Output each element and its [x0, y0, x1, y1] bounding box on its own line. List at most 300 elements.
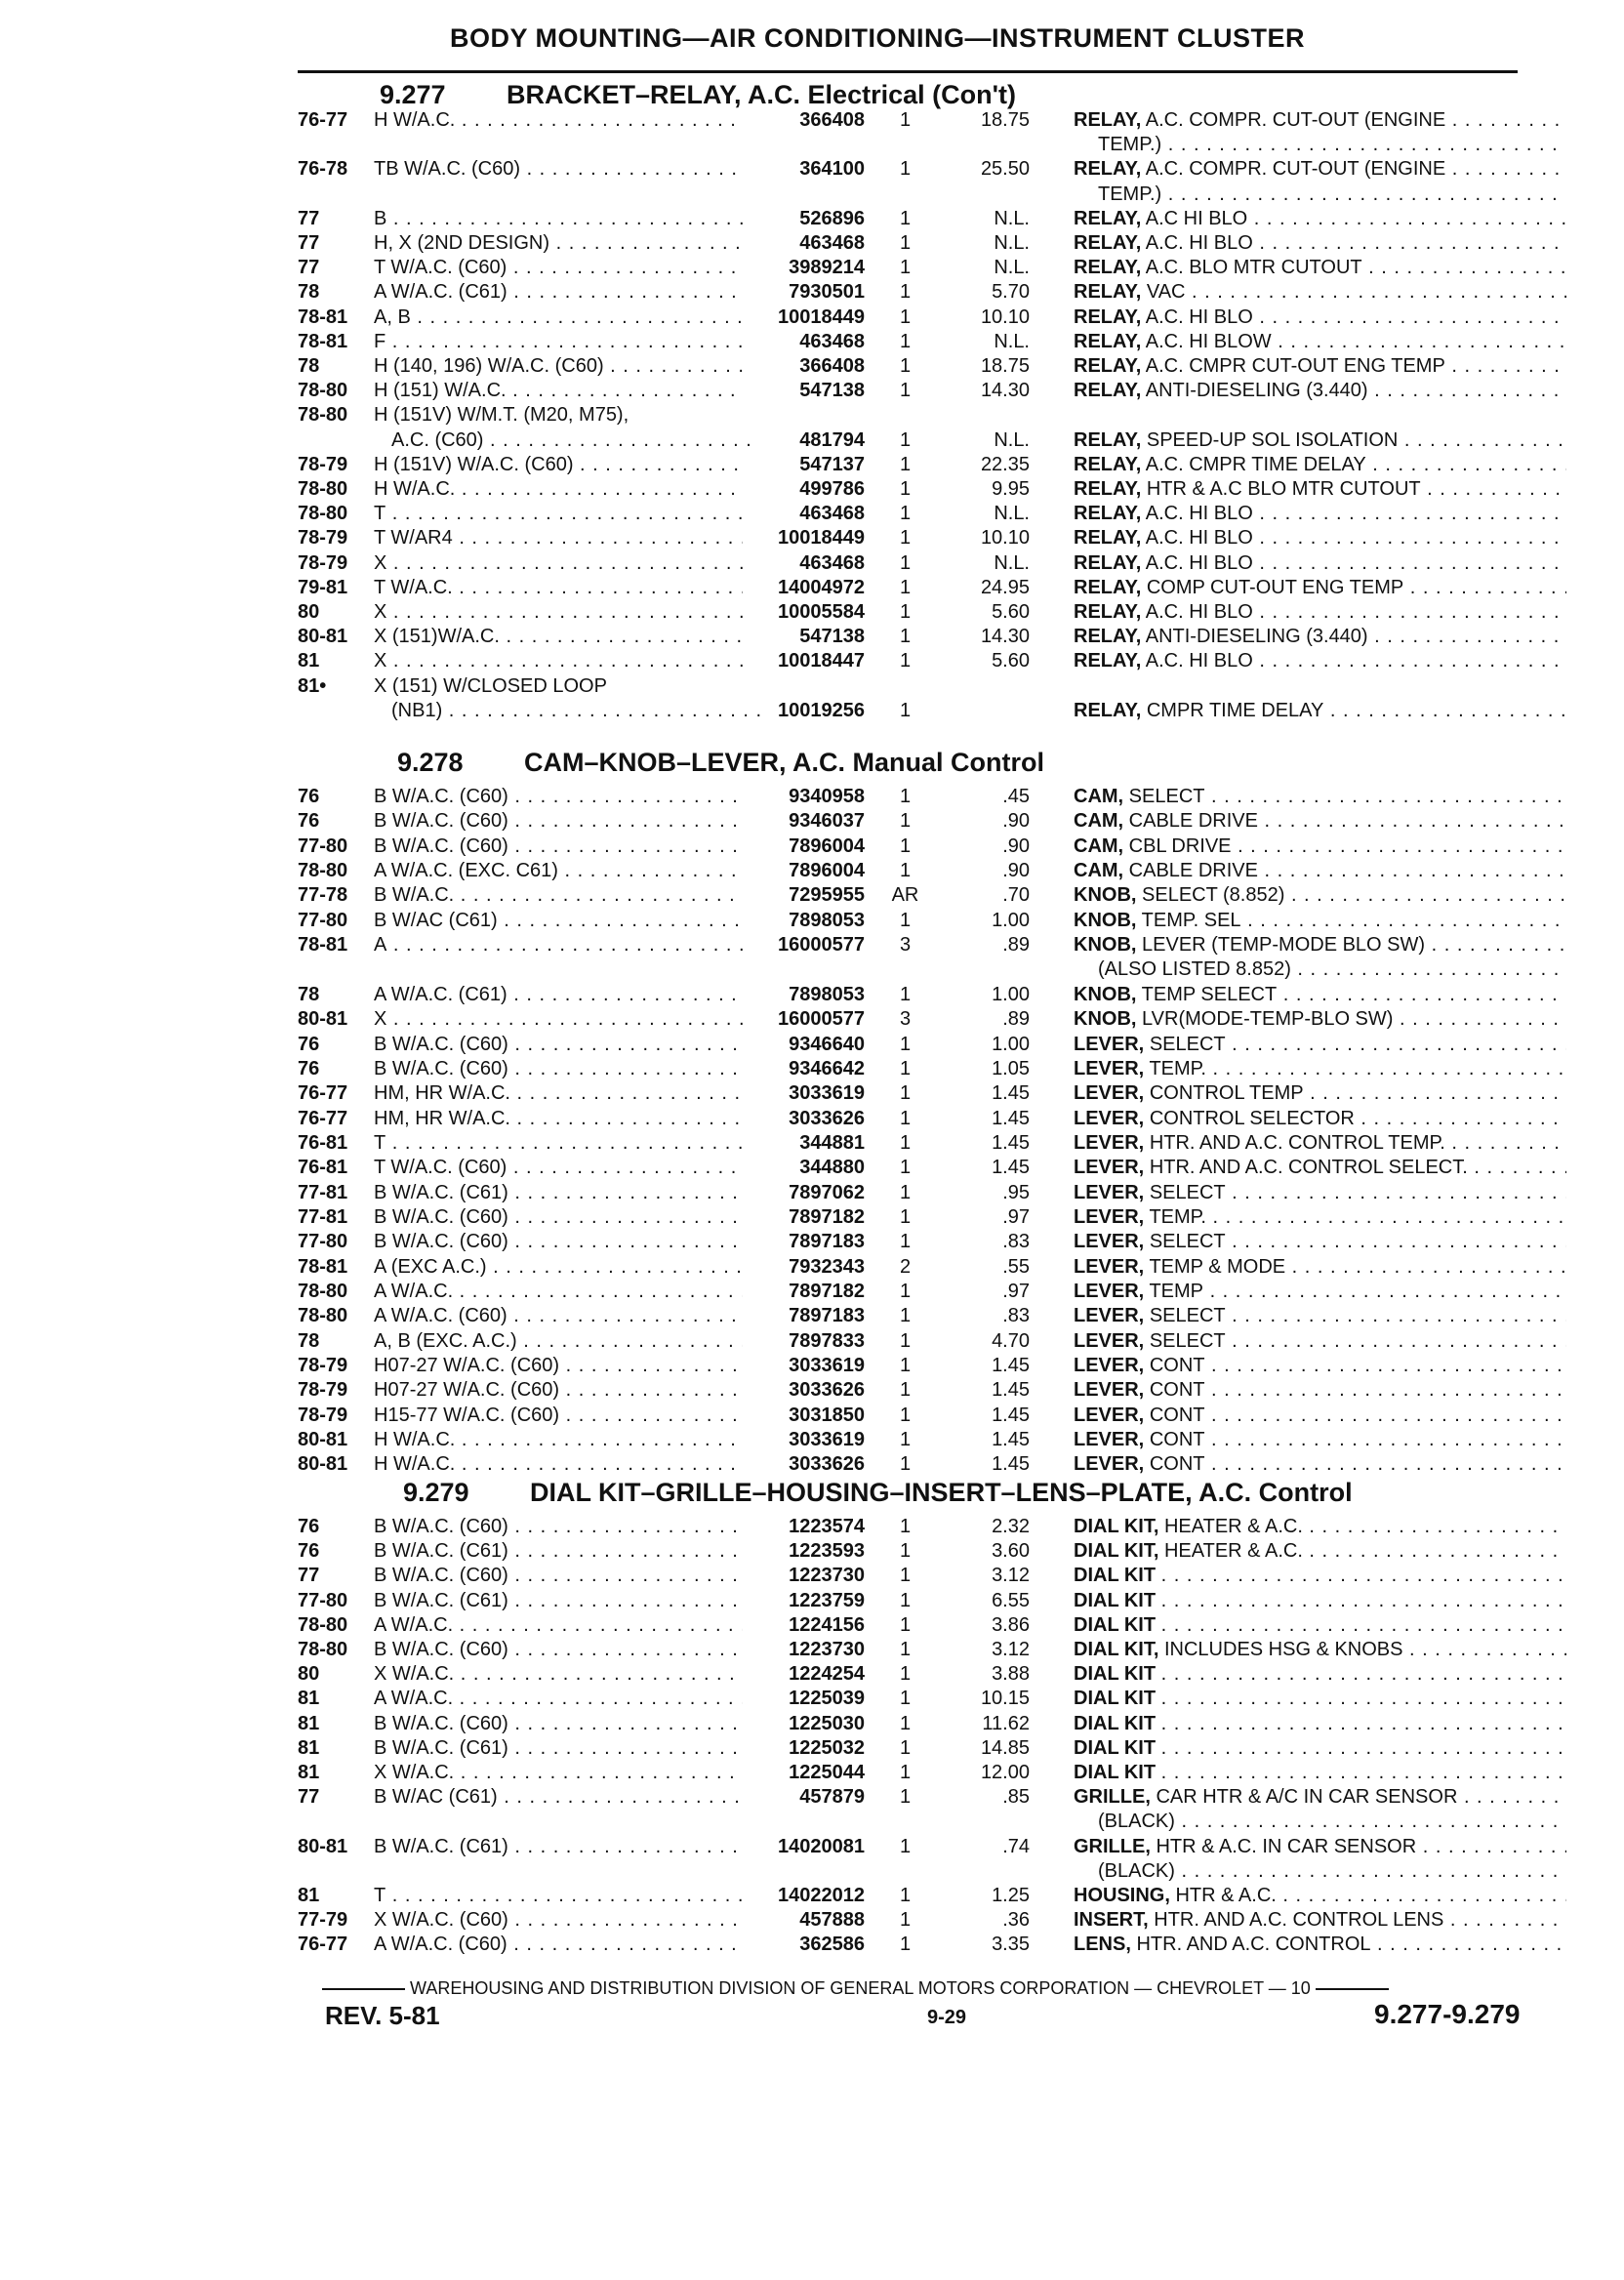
application: A W/A.C. . . .	[374, 1614, 743, 1637]
model-years: 77-81	[298, 1181, 348, 1203]
description	[1074, 1453, 1566, 1476]
quantity: 1	[899, 428, 912, 451]
application: T W/A.C. (C60) . . .	[374, 1157, 743, 1179]
price: 24.95	[980, 576, 1030, 598]
application: B W/A.C. (C60) . . .	[374, 1206, 743, 1229]
quantity: 1	[899, 1231, 912, 1253]
parts-row	[298, 910, 1571, 934]
price: N.L.	[994, 428, 1030, 451]
part-number: 7897062	[789, 1181, 865, 1203]
part-number: 7897182	[789, 1281, 865, 1302]
quantity: 1	[899, 1516, 912, 1537]
application: (NB1) . . .	[374, 700, 760, 722]
description	[1074, 1429, 1566, 1451]
description-head: DIAL KIT	[1074, 1565, 1157, 1587]
quantity: 1	[899, 650, 912, 672]
description	[1074, 1663, 1566, 1686]
description	[1074, 1108, 1566, 1130]
quantity: 1	[899, 1540, 912, 1563]
description-text: SELECT	[1149, 1181, 1226, 1203]
parts-row	[298, 306, 1571, 331]
part-number: 344881	[799, 1131, 865, 1154]
quantity: 1	[899, 503, 912, 525]
publisher-text: WAREHOUSING AND DISTRIBUTION DIVISION OF GENERAL MOTORS CORPORATION — CHEVROLET — 10	[410, 1978, 1311, 1998]
application: H (151V) W/M.T. (M20, M75),	[374, 404, 629, 427]
description-head: DIAL KIT	[1074, 1613, 1157, 1636]
model-years: 81	[298, 1762, 320, 1783]
description-head: DIAL KIT	[1074, 1663, 1157, 1686]
description-text: SELECT	[1128, 786, 1205, 807]
description	[1074, 1639, 1566, 1661]
description-head: RELAY,	[1074, 601, 1142, 623]
application: T W/A.C. . . .	[374, 577, 743, 599]
description-head: RELAY,	[1074, 527, 1142, 550]
model-years: 77	[298, 207, 320, 229]
description-head: RELAY,	[1074, 503, 1142, 525]
price: .97	[1002, 1205, 1030, 1228]
description	[1074, 183, 1566, 206]
description-head: LEVER,	[1074, 1057, 1145, 1079]
parts-row	[298, 786, 1571, 810]
quantity: 1	[899, 1565, 912, 1587]
application: B W/A.C. (C60) . . .	[374, 1058, 743, 1080]
part-number: 3033619	[789, 1429, 865, 1451]
description	[1074, 1713, 1566, 1735]
parts-row	[298, 1565, 1571, 1589]
parts-row	[298, 1836, 1571, 1860]
part-number: 344880	[799, 1157, 865, 1179]
application: B W/A.C. (C61) . . .	[374, 1737, 743, 1760]
parts-row	[298, 1934, 1571, 1958]
quantity: 1	[899, 527, 912, 550]
application: X W/A.C. (C60) . . .	[374, 1909, 743, 1932]
description-head: RELAY,	[1074, 428, 1142, 451]
description-head: RELAY,	[1074, 453, 1142, 475]
parts-row	[298, 1811, 1571, 1835]
price: .55	[1002, 1255, 1030, 1278]
part-number: 10005584	[778, 601, 865, 623]
description-text: (BLACK)	[1098, 1811, 1175, 1833]
price: .95	[1002, 1181, 1030, 1203]
price: 1.45	[992, 1157, 1030, 1179]
part-number: 7897183	[789, 1305, 865, 1327]
description-text: CONT	[1149, 1429, 1205, 1451]
model-years: 78-81	[298, 305, 348, 328]
part-number: 463468	[799, 503, 865, 525]
application: B W/A.C. (C60) . . .	[374, 835, 743, 858]
quantity: 1	[899, 158, 912, 181]
description	[1074, 232, 1566, 255]
model-years: 80-81	[298, 1453, 348, 1476]
part-number: 1225039	[789, 1688, 865, 1710]
part-number: 10018447	[778, 650, 865, 672]
quantity: 1	[899, 1835, 912, 1857]
quantity: 1	[899, 1082, 912, 1105]
parts-row	[298, 1379, 1571, 1404]
parts-row	[298, 1305, 1571, 1329]
part-number: 7932343	[789, 1255, 865, 1278]
price: .85	[1002, 1786, 1030, 1809]
price: .83	[1002, 1231, 1030, 1253]
price: 5.60	[992, 601, 1030, 623]
description	[1074, 1034, 1566, 1056]
application: A W/A.C. (C60) . . .	[374, 1305, 743, 1327]
part-number: 7295955	[789, 884, 865, 907]
part-number: 3989214	[789, 257, 865, 279]
description	[1074, 958, 1566, 981]
model-years: 78-79	[298, 1355, 348, 1377]
parts-row	[298, 454, 1571, 478]
application: A, B . . .	[374, 306, 743, 329]
application: H W/A.C. . . .	[374, 1429, 743, 1451]
model-years: 77-80	[298, 909, 348, 931]
description	[1074, 208, 1566, 230]
application: X (151)W/A.C. . . .	[374, 626, 743, 648]
quantity: 2	[899, 1255, 912, 1278]
description-head: LEVER,	[1074, 1231, 1145, 1253]
parts-row	[298, 1663, 1571, 1688]
parts-row	[298, 1713, 1571, 1737]
description-head: DIAL KIT	[1074, 1736, 1157, 1759]
section-heading	[380, 80, 1016, 110]
description-head: DIAL KIT	[1074, 1712, 1157, 1734]
model-years: 78-80	[298, 1281, 348, 1302]
description-head: RELAY,	[1074, 232, 1142, 254]
description-text: A.C. HI BLO	[1145, 232, 1253, 254]
description	[1074, 1590, 1566, 1612]
quantity: 1	[899, 1885, 912, 1906]
quantity: 1	[899, 232, 912, 254]
description	[1074, 1157, 1566, 1179]
parts-row	[298, 208, 1571, 232]
description-head: RELAY,	[1074, 626, 1142, 648]
description-head: GRILLE,	[1074, 1835, 1151, 1857]
model-years: 76	[298, 810, 320, 833]
description	[1074, 134, 1566, 156]
part-number: 457879	[799, 1786, 865, 1809]
description-head: RELAY,	[1074, 281, 1142, 304]
price: 18.75	[980, 109, 1030, 131]
price: 3.35	[992, 1934, 1030, 1956]
description	[1074, 1860, 1566, 1883]
description-head: RELAY,	[1074, 257, 1142, 279]
parts-row	[298, 1737, 1571, 1762]
description	[1074, 1058, 1566, 1080]
model-years: 78-80	[298, 860, 348, 882]
model-years: 81	[298, 1712, 320, 1734]
application: B W/AC (C61) . . .	[374, 1786, 743, 1809]
description-text: COMP CUT-OUT ENG TEMP	[1146, 576, 1404, 598]
description-head: RELAY,	[1074, 699, 1142, 721]
description	[1074, 158, 1566, 181]
part-number: 526896	[799, 207, 865, 229]
description-head: LEVER,	[1074, 1181, 1145, 1203]
description-text: HTR. AND A.C. CONTROL TEMP.	[1149, 1131, 1445, 1154]
part-number: 3033626	[789, 1107, 865, 1129]
price: 1.00	[992, 983, 1030, 1005]
price: .45	[1002, 786, 1030, 807]
quantity: 1	[899, 810, 912, 833]
part-number: 14022012	[778, 1885, 865, 1906]
description-text: A.C. CMPR TIME DELAY	[1145, 453, 1366, 475]
description-text: CONTROL SELECTOR	[1149, 1107, 1355, 1129]
section-heading	[403, 1478, 1353, 1508]
parts-row	[298, 478, 1571, 503]
model-years: 81•	[298, 674, 327, 697]
description-text: A.C. COMPR. CUT-OUT (ENGINE	[1145, 158, 1446, 181]
quantity: 1	[899, 1355, 912, 1377]
description-text: SELECT (8.852)	[1142, 884, 1285, 907]
parts-row	[298, 1909, 1571, 1934]
price: .89	[1002, 934, 1030, 957]
section-number: 9.279	[403, 1478, 469, 1507]
price: 1.00	[992, 909, 1030, 931]
description-head: RELAY,	[1074, 207, 1142, 229]
part-number: 7897182	[789, 1205, 865, 1228]
parts-row	[298, 380, 1571, 404]
quantity: 1	[899, 1281, 912, 1302]
quantity: AR	[891, 884, 919, 907]
price: 11.62	[982, 1712, 1030, 1734]
quantity: 1	[899, 626, 912, 648]
model-years: 77	[298, 1565, 320, 1587]
model-years: 78-80	[298, 478, 348, 500]
model-years: 78-80	[298, 1639, 348, 1660]
description	[1074, 934, 1566, 957]
price: 3.12	[992, 1565, 1030, 1587]
model-years: 78-79	[298, 1379, 348, 1402]
description-text: A.C. HI BLOW	[1145, 330, 1272, 352]
description-head: KNOB,	[1074, 884, 1137, 907]
part-number: 1223730	[789, 1639, 865, 1660]
model-years: 80-81	[298, 626, 348, 648]
model-years: 81	[298, 1885, 320, 1906]
description-head: LEVER,	[1074, 1453, 1145, 1476]
application: H07-27 W/A.C. (C60) . . .	[374, 1379, 743, 1402]
application: HM, HR W/A.C. . . .	[374, 1082, 743, 1105]
model-years: 76-77	[298, 1107, 348, 1129]
quantity: 1	[899, 1712, 912, 1734]
price: N.L.	[994, 207, 1030, 229]
price: N.L.	[994, 232, 1030, 254]
part-number: 366408	[799, 109, 865, 131]
description	[1074, 1836, 1566, 1858]
description-head: LEVER,	[1074, 1329, 1145, 1352]
part-number: 16000577	[778, 1008, 865, 1031]
description	[1074, 306, 1566, 329]
price: 1.45	[992, 1107, 1030, 1129]
page-number: 9-29	[927, 2007, 967, 2028]
quantity: 1	[899, 355, 912, 377]
model-years: 76-77	[298, 1082, 348, 1105]
quantity: 1	[899, 281, 912, 304]
description-text: A.C. HI BLO	[1145, 503, 1253, 525]
parts-row	[298, 1132, 1571, 1157]
description-text: A.C HI BLO	[1145, 207, 1248, 229]
part-number: 1223730	[789, 1565, 865, 1587]
application: T . . .	[374, 1885, 743, 1907]
part-number: 3033619	[789, 1082, 865, 1105]
model-years: 76	[298, 1516, 320, 1537]
description	[1074, 1614, 1566, 1637]
description-head: HOUSING,	[1074, 1885, 1170, 1906]
application: H (140, 196) W/A.C. (C60) . . .	[374, 355, 743, 378]
quantity: 1	[899, 909, 912, 931]
price: 10.15	[980, 1688, 1030, 1710]
parts-row	[298, 503, 1571, 527]
parts-row	[298, 1540, 1571, 1565]
parts-row	[298, 404, 1571, 428]
model-years: 81	[298, 1736, 320, 1759]
quantity: 1	[899, 305, 912, 328]
description-head: CAM,	[1074, 810, 1124, 833]
application: B W/A.C. (C60) . . .	[374, 786, 743, 808]
part-number: 7897833	[789, 1329, 865, 1352]
application: X (151) W/CLOSED LOOP	[374, 674, 607, 697]
description	[1074, 281, 1566, 304]
application: B W/A.C. (C60) . . .	[374, 1034, 743, 1056]
quantity: 1	[899, 576, 912, 598]
quantity: 1	[899, 109, 912, 131]
model-years: 80-81	[298, 1008, 348, 1031]
description-text: CABLE DRIVE	[1128, 810, 1258, 833]
part-number: 14004972	[778, 576, 865, 598]
application: A W/A.C. (C61) . . .	[374, 281, 743, 304]
description-head: LEVER,	[1074, 1379, 1145, 1402]
parts-row	[298, 958, 1571, 983]
description	[1074, 984, 1566, 1006]
parts-row	[298, 257, 1571, 281]
parts-row	[298, 1058, 1571, 1082]
section-title: CAM–KNOB–LEVER, A.C. Manual Control	[524, 748, 1045, 777]
description-text: TEMP.)	[1098, 183, 1162, 205]
quantity: 1	[899, 1589, 912, 1611]
description-text: CONT	[1149, 1404, 1205, 1426]
description-text: TEMP & MODE	[1149, 1255, 1286, 1278]
description-head: DIAL KIT	[1074, 1589, 1157, 1611]
part-number: 547137	[799, 453, 865, 475]
description-head: GRILLE,	[1074, 1786, 1151, 1809]
part-number: 547138	[799, 626, 865, 648]
description-text: A.C. CMPR CUT-OUT ENG TEMP	[1145, 355, 1445, 377]
section-range: 9.277-9.279	[1374, 1999, 1521, 2029]
application: H07-27 W/A.C. (C60) . . .	[374, 1355, 743, 1377]
price: 14.30	[980, 380, 1030, 402]
description-head: RELAY,	[1074, 109, 1142, 131]
price: 3.86	[992, 1613, 1030, 1636]
model-years: 81	[298, 1688, 320, 1710]
parts-row	[298, 1034, 1571, 1058]
description	[1074, 1330, 1566, 1353]
description-text: CONTROL TEMP	[1149, 1082, 1304, 1105]
price: 3.60	[992, 1540, 1030, 1563]
model-years: 78-80	[298, 503, 348, 525]
application: X W/A.C. . . .	[374, 1762, 743, 1784]
parts-row	[298, 331, 1571, 355]
parts-row	[298, 109, 1571, 134]
model-years: 78	[298, 281, 320, 304]
model-years: 77	[298, 257, 320, 279]
description-head: DIAL KIT,	[1074, 1639, 1159, 1660]
quantity: 1	[899, 1329, 912, 1352]
description	[1074, 380, 1566, 402]
application: A W/A.C. (C61) . . .	[374, 984, 743, 1006]
description	[1074, 1909, 1566, 1932]
application: HM, HR W/A.C. . . .	[374, 1108, 743, 1130]
application: A.C. (C60) . . .	[374, 429, 760, 452]
part-number: 9346642	[789, 1057, 865, 1079]
model-years: 78	[298, 983, 320, 1005]
part-number: 3033626	[789, 1453, 865, 1476]
application: A W/A.C. . . .	[374, 1281, 743, 1303]
quantity: 1	[899, 1688, 912, 1710]
description-text: CBL DRIVE	[1128, 835, 1232, 857]
model-years: 78-79	[298, 453, 348, 475]
price: 22.35	[980, 453, 1030, 475]
quantity: 1	[899, 330, 912, 352]
description	[1074, 1786, 1566, 1809]
quantity: 1	[899, 1613, 912, 1636]
description-head: LEVER,	[1074, 1404, 1145, 1426]
quantity: 1	[899, 1762, 912, 1783]
quantity: 1	[899, 1909, 912, 1932]
description-head: LEVER,	[1074, 1305, 1145, 1327]
model-years: 77-80	[298, 1589, 348, 1611]
part-number: 463468	[799, 232, 865, 254]
price: 3.88	[992, 1663, 1030, 1686]
parts-row	[298, 1256, 1571, 1281]
description	[1074, 1688, 1566, 1710]
description-text: A.C. BLO MTR CUTOUT	[1145, 257, 1362, 279]
quantity: 1	[899, 1934, 912, 1956]
price: 10.10	[980, 527, 1030, 550]
part-number: 7898053	[789, 909, 865, 931]
price: .90	[1002, 810, 1030, 833]
description	[1074, 1256, 1566, 1279]
section-number: 9.277	[380, 80, 446, 109]
description	[1074, 1305, 1566, 1327]
quantity: 1	[899, 1033, 912, 1055]
description	[1074, 1934, 1566, 1956]
description-text: HEATER & A.C.	[1163, 1540, 1303, 1563]
description	[1074, 1811, 1566, 1833]
parts-row	[298, 1206, 1571, 1231]
quantity: 1	[899, 478, 912, 500]
quantity: 1	[899, 601, 912, 623]
parts-row	[298, 429, 1571, 454]
quantity: 1	[899, 1736, 912, 1759]
quantity: 1	[899, 1305, 912, 1327]
price: N.L.	[994, 330, 1030, 352]
parts-row	[298, 1614, 1571, 1639]
description-head: LEVER,	[1074, 1082, 1145, 1105]
part-number: 10018449	[778, 305, 865, 328]
section-title: BRACKET–RELAY, A.C. Electrical (Con't)	[507, 80, 1017, 109]
part-number: 1224254	[789, 1663, 865, 1686]
description-head: RELAY,	[1074, 576, 1142, 598]
section-heading	[397, 748, 1044, 778]
description	[1074, 1132, 1566, 1155]
application: B W/A.C. (C61) . . .	[374, 1836, 743, 1858]
parts-row	[298, 1453, 1571, 1478]
model-years: 80	[298, 601, 320, 623]
description-head: LENS,	[1074, 1934, 1131, 1956]
price: .36	[1002, 1909, 1030, 1932]
model-years: 78-79	[298, 551, 348, 574]
price: 6.55	[992, 1589, 1030, 1611]
title-rule	[298, 70, 1518, 73]
description-head: RELAY,	[1074, 478, 1142, 500]
